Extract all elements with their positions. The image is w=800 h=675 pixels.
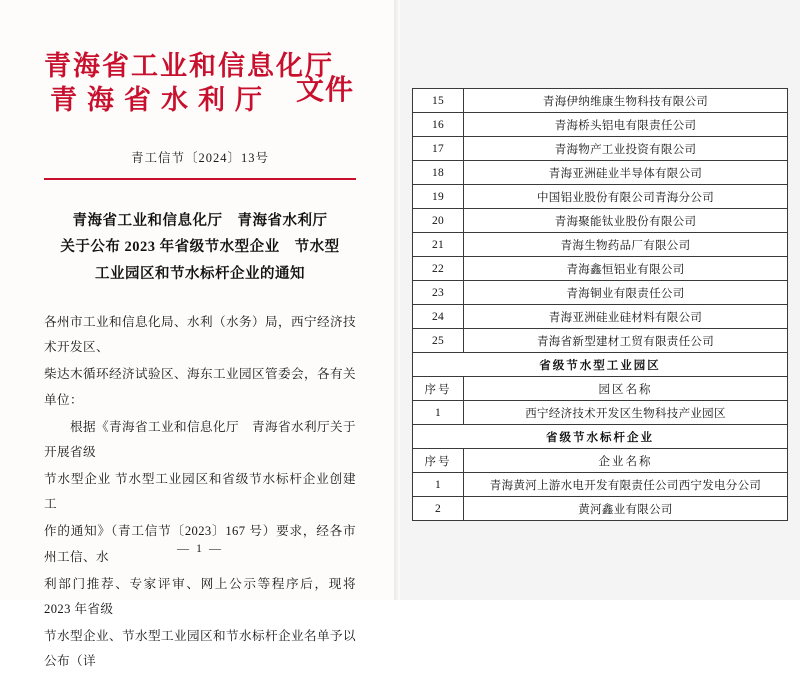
body-line-3: 根据《青海省工业和信息化厅 青海省水利厅关于开展省级 bbox=[44, 419, 356, 459]
table-row bbox=[413, 473, 788, 497]
table-row bbox=[413, 161, 788, 185]
row-index: 1 bbox=[413, 473, 464, 497]
row-index: 1 bbox=[413, 401, 464, 425]
document-title-line-1: 青海省工业和信息化厅 青海省水利厅 bbox=[72, 212, 328, 229]
row-enterprise-name: 中国铝业股份有限公司青海分公司 bbox=[464, 185, 788, 209]
masthead bbox=[44, 50, 356, 118]
table-section-header bbox=[413, 353, 788, 377]
row-index: 16 bbox=[413, 113, 464, 137]
row-enterprise-name: 西宁经济技术开发区生物科技产业园区 bbox=[464, 401, 788, 425]
body-line-2: 柴达木循环经济试验区、海东工业园区管委会，各有关单位： bbox=[44, 367, 356, 407]
document-title bbox=[44, 208, 356, 288]
body-line-6: 利部门推荐、专家评审、网上公示等程序后，现将 2023 年省级 bbox=[44, 576, 356, 616]
row-index: 23 bbox=[413, 281, 464, 305]
column-header-index: 序号 bbox=[413, 377, 464, 401]
red-divider-rule bbox=[44, 178, 356, 180]
row-enterprise-name: 青海聚能钛业股份有限公司 bbox=[464, 209, 788, 233]
row-index: 19 bbox=[413, 185, 464, 209]
document-body bbox=[44, 310, 356, 675]
row-enterprise-name: 青海伊纳维康生物科技有限公司 bbox=[464, 89, 788, 113]
row-index: 17 bbox=[413, 137, 464, 161]
enterprise-table bbox=[412, 88, 788, 521]
body-line-1: 各州市工业和信息化局、水利（水务）局，西宁经济技术开发区、 bbox=[44, 314, 356, 355]
section-label: 省级节水标杆企业 bbox=[413, 425, 788, 449]
table-row bbox=[413, 281, 788, 305]
column-header-index: 序号 bbox=[413, 449, 464, 473]
table-row bbox=[413, 137, 788, 161]
table-column-header bbox=[413, 449, 788, 473]
row-index: 2 bbox=[413, 497, 464, 521]
table-row bbox=[413, 113, 788, 137]
row-enterprise-name: 青海省新型建材工贸有限责任公司 bbox=[464, 329, 788, 353]
row-enterprise-name: 青海桥头铝电有限责任公司 bbox=[464, 113, 788, 137]
enterprise-list-right bbox=[400, 0, 800, 600]
row-enterprise-name: 青海黄河上游水电开发有限责任公司西宁发电分公司 bbox=[464, 473, 788, 497]
row-enterprise-name: 青海鑫恒铝业有限公司 bbox=[464, 257, 788, 281]
row-enterprise-name: 青海铜业有限责任公司 bbox=[464, 281, 788, 305]
table-row bbox=[413, 185, 788, 209]
row-index: 18 bbox=[413, 161, 464, 185]
document-title-line-2: 关于公布 2023 年省级节水型企业 节水型 bbox=[60, 239, 340, 256]
table-row bbox=[413, 305, 788, 329]
table-row bbox=[413, 497, 788, 521]
document-number: 青工信节〔2024〕13号 bbox=[130, 150, 269, 165]
table-column-header bbox=[413, 377, 788, 401]
section-label: 省级节水型工业园区 bbox=[413, 353, 788, 377]
row-index: 20 bbox=[413, 209, 464, 233]
table-section-header bbox=[413, 425, 788, 449]
row-enterprise-name: 青海亚洲硅业硅材料有限公司 bbox=[464, 305, 788, 329]
row-enterprise-name: 青海物产工业投资有限公司 bbox=[464, 137, 788, 161]
table-row bbox=[413, 209, 788, 233]
masthead-suffix: 文件 bbox=[295, 75, 354, 106]
table-row bbox=[413, 329, 788, 353]
row-index: 22 bbox=[413, 257, 464, 281]
body-line-4: 节水型企业 节水型工业园区和省级节水标杆企业创建工 bbox=[44, 472, 356, 512]
masthead-line-1: 青海省工业和信息化厅 bbox=[44, 51, 334, 81]
body-line-7: 节水型企业、节水型工业园区和节水标杆企业名单予以公布（详 bbox=[44, 629, 356, 669]
table-row bbox=[413, 257, 788, 281]
row-enterprise-name: 黄河鑫业有限公司 bbox=[464, 497, 788, 521]
row-index: 24 bbox=[413, 305, 464, 329]
row-enterprise-name: 青海生物药品厂有限公司 bbox=[464, 233, 788, 257]
column-header-name: 企业名称 bbox=[464, 449, 788, 473]
page-number: — 1 — bbox=[177, 541, 223, 555]
row-index: 15 bbox=[413, 89, 464, 113]
row-index: 21 bbox=[413, 233, 464, 257]
document-title-line-3: 工业园区和节水标杆企业的通知 bbox=[95, 266, 305, 283]
table-row bbox=[413, 89, 788, 113]
table-row bbox=[413, 233, 788, 257]
masthead-line-2: 青海省水利厅 bbox=[50, 84, 272, 115]
row-enterprise-name: 青海亚洲硅业半导体有限公司 bbox=[464, 161, 788, 185]
column-header-name: 园区名称 bbox=[464, 377, 788, 401]
official-document-left bbox=[0, 0, 400, 669]
row-index: 25 bbox=[413, 329, 464, 353]
body-line-5: 作的通知》（青工信节〔2023〕167 号）要求，经各市州工信、水 bbox=[44, 524, 356, 564]
table-row bbox=[413, 401, 788, 425]
